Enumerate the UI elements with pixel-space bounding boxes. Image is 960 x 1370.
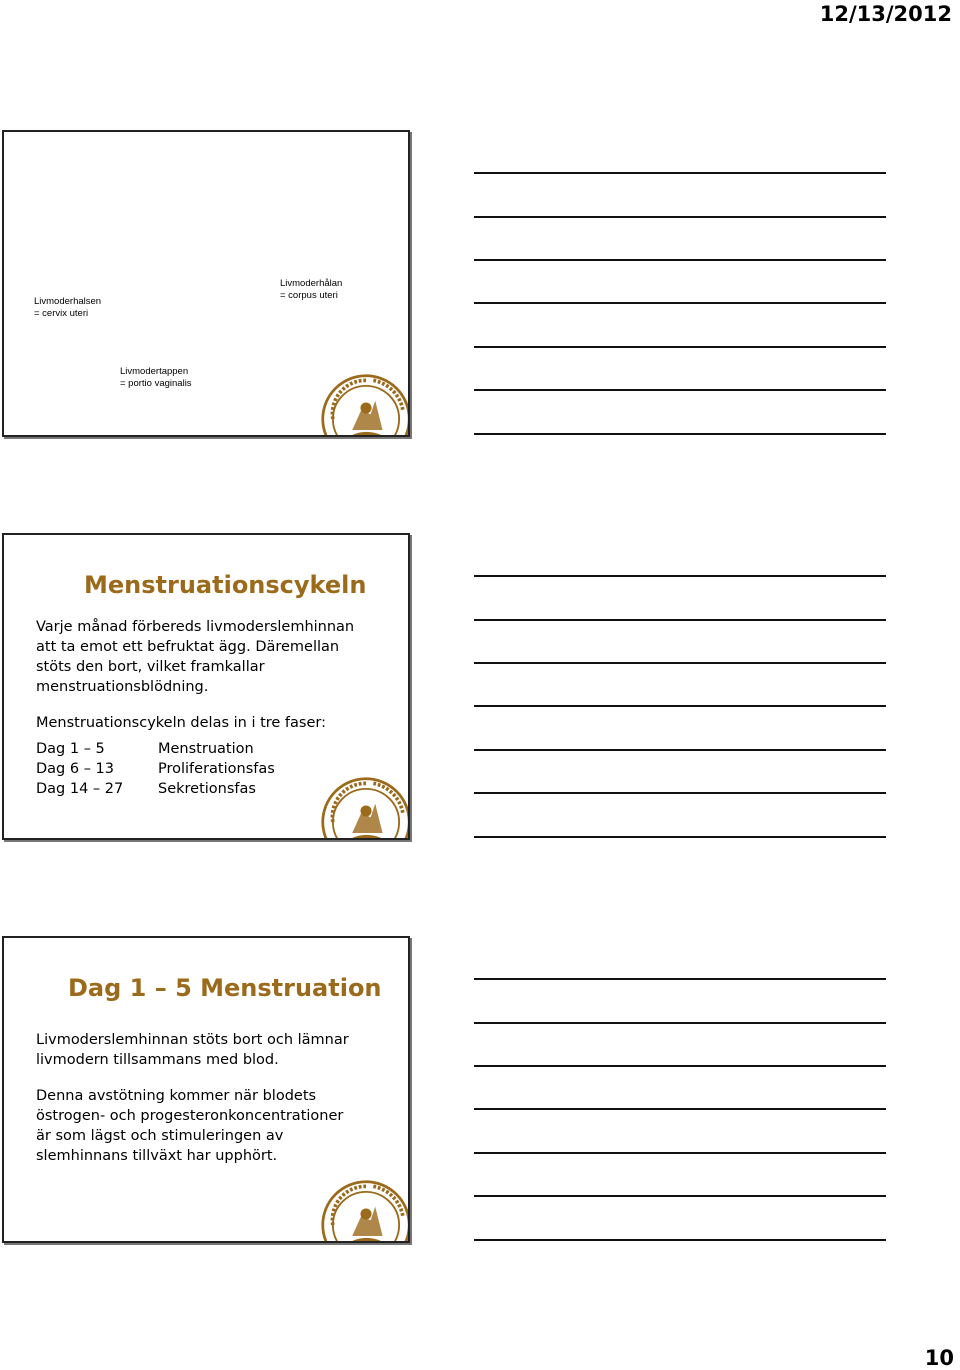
slide-3-title: Dag 1 – 5 Menstruation [68, 974, 382, 1002]
note-line [474, 1108, 886, 1110]
label-hals-name: Livmoderhalsen [34, 296, 102, 307]
text-line: Livmoderslemhinnan stöts bort och lämnar [36, 1032, 349, 1048]
label-livmoderhalsen [34, 296, 101, 320]
slide-2-title: Menstruationscykeln [84, 571, 367, 599]
note-line [474, 216, 886, 218]
slide-3-paragraph-2 [36, 1086, 343, 1166]
label-livmodertappen [120, 366, 192, 390]
note-line [474, 705, 886, 707]
university-seal-icon [320, 1179, 410, 1243]
note-line [474, 172, 886, 174]
phase-table [36, 739, 275, 799]
text-line: Varje månad förbereds livmoderslemhinnan [36, 619, 355, 635]
text-line: Denna avstötning kommer när blodets [36, 1088, 317, 1104]
text-line: livmodern tillsammans med blod. [36, 1052, 279, 1068]
note-line [474, 1195, 886, 1197]
slide-3 [2, 936, 410, 1243]
phase-name: Menstruation [158, 741, 254, 757]
phase-row [36, 759, 275, 779]
text-line: menstruationsblödning. [36, 679, 209, 695]
text-line: att ta emot ett befruktat ägg. Däremellan [36, 639, 340, 655]
note-line [474, 978, 886, 980]
note-line [474, 389, 886, 391]
page-number: 10 [924, 1346, 954, 1370]
text-line: stöts den bort, vilket framkallar [36, 659, 265, 675]
slide-2-paragraph-1 [36, 617, 354, 697]
phase-days: Dag 6 – 13 [36, 761, 115, 777]
print-date: 12/13/2012 [819, 2, 952, 26]
phase-days: Dag 14 – 27 [36, 781, 124, 797]
note-line [474, 575, 886, 577]
phase-name: Sekretionsfas [158, 781, 256, 797]
note-line [474, 792, 886, 794]
phase-row [36, 779, 275, 799]
label-hals-latin: = cervix uteri [34, 308, 89, 319]
note-line [474, 302, 886, 304]
university-seal-icon [320, 776, 410, 840]
note-line [474, 346, 886, 348]
note-line [474, 836, 886, 838]
note-line [474, 749, 886, 751]
text-line: är som lägst och stimuleringen av [36, 1128, 284, 1144]
note-line [474, 1239, 886, 1241]
note-line [474, 619, 886, 621]
slide-2-paragraph-2: Menstruationscykeln delas in i tre faser: [36, 715, 326, 731]
label-hal-latin: = corpus uteri [280, 290, 338, 301]
slide-1 [2, 130, 410, 437]
text-line: östrogen- och progesteronkoncentrationer [36, 1108, 344, 1124]
university-seal-icon [320, 373, 410, 437]
phase-row [36, 739, 275, 759]
label-livmoderhalan [280, 278, 342, 302]
phase-name: Proliferationsfas [158, 761, 275, 777]
note-line [474, 662, 886, 664]
phase-days: Dag 1 – 5 [36, 741, 105, 757]
note-line [474, 433, 886, 435]
label-hal-name: Livmoderhålan [280, 278, 343, 289]
label-tapp-name: Livmodertappen [120, 366, 189, 377]
note-line [474, 1022, 886, 1024]
note-line [474, 259, 886, 261]
note-line [474, 1152, 886, 1154]
note-line [474, 1065, 886, 1067]
slide-3-paragraph-1 [36, 1030, 349, 1070]
slide-2 [2, 533, 410, 840]
text-line: slemhinnans tillväxt har upphört. [36, 1148, 278, 1164]
label-tapp-latin: = portio vaginalis [120, 378, 192, 389]
